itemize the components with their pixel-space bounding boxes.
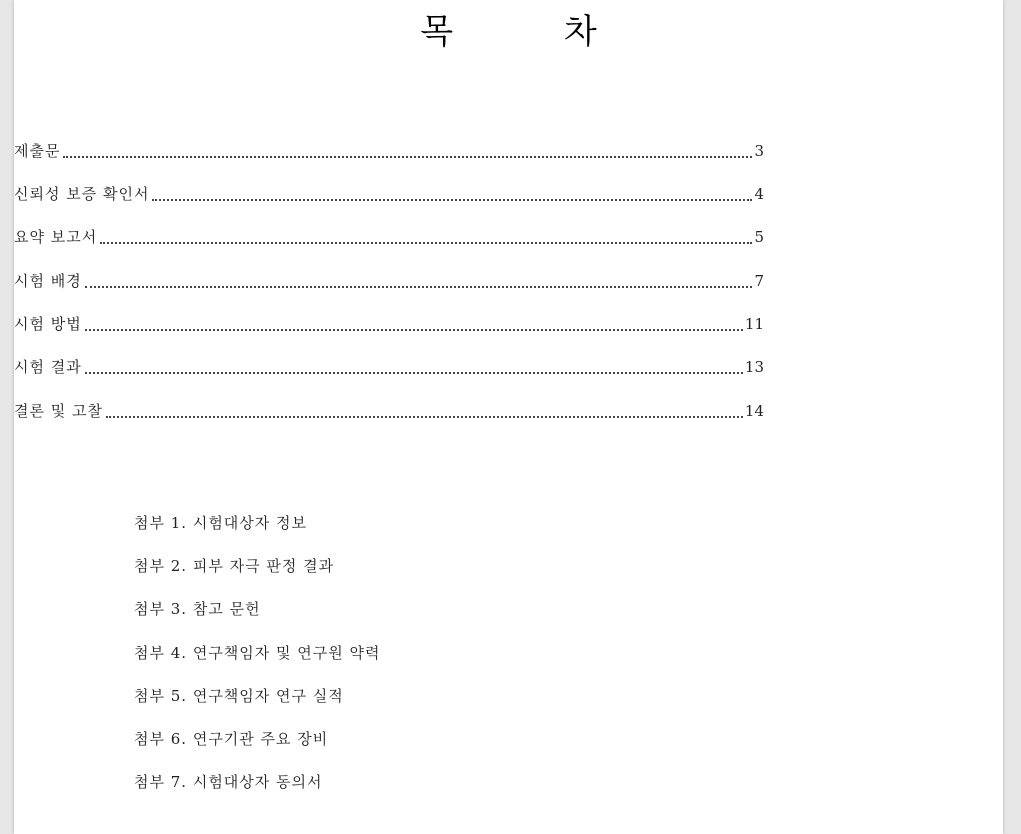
document-page xyxy=(14,0,1003,834)
dot-leader xyxy=(85,328,743,331)
appendix-entry[interactable]: 첨부 2. 피부 자극 판정 결과 xyxy=(134,557,335,575)
toc-page: 14 xyxy=(744,402,764,420)
dot-leader xyxy=(106,415,743,418)
toc-page: 13 xyxy=(744,358,764,376)
toc-label: 요약 보고서 xyxy=(14,228,98,246)
appendix-entry[interactable]: 첨부 7. 시험대상자 동의서 xyxy=(134,773,323,791)
toc-page: 7 xyxy=(754,272,764,290)
dot-leader xyxy=(63,155,752,158)
toc-entry[interactable] xyxy=(14,356,764,378)
appendix-entry[interactable]: 첨부 4. 연구책임자 및 연구원 약력 xyxy=(134,644,381,662)
toc-entry[interactable] xyxy=(14,400,764,422)
toc-page: 5 xyxy=(754,228,764,246)
dot-leader xyxy=(85,371,743,374)
toc-entry[interactable] xyxy=(14,313,764,335)
toc-label: 시험 배경 xyxy=(14,272,82,290)
appendix-entry[interactable]: 첨부 3. 참고 문헌 xyxy=(134,600,261,618)
dot-leader xyxy=(85,285,753,288)
toc-entry[interactable] xyxy=(14,226,764,248)
toc-page: 11 xyxy=(744,315,764,333)
toc-page: 4 xyxy=(754,185,764,203)
toc-label: 신뢰성 보증 확인서 xyxy=(14,185,150,203)
toc-entry[interactable] xyxy=(14,183,764,205)
dot-leader xyxy=(152,198,752,201)
toc-label: 시험 방법 xyxy=(14,315,82,333)
appendix-entry[interactable]: 첨부 1. 시험대상자 정보 xyxy=(134,514,308,532)
appendix-entry[interactable]: 첨부 6. 연구기관 주요 장비 xyxy=(134,730,329,748)
toc-entry[interactable] xyxy=(14,140,764,162)
toc-label: 시험 결과 xyxy=(14,358,82,376)
toc-entry[interactable] xyxy=(14,270,764,292)
page-title: 목 차 xyxy=(420,12,647,52)
dot-leader xyxy=(100,241,752,244)
toc-label: 결론 및 고찰 xyxy=(14,402,103,420)
appendix-entry[interactable]: 첨부 5. 연구책임자 연구 실적 xyxy=(134,687,344,705)
toc-label: 제출문 xyxy=(14,142,61,160)
toc-page: 3 xyxy=(754,142,764,160)
